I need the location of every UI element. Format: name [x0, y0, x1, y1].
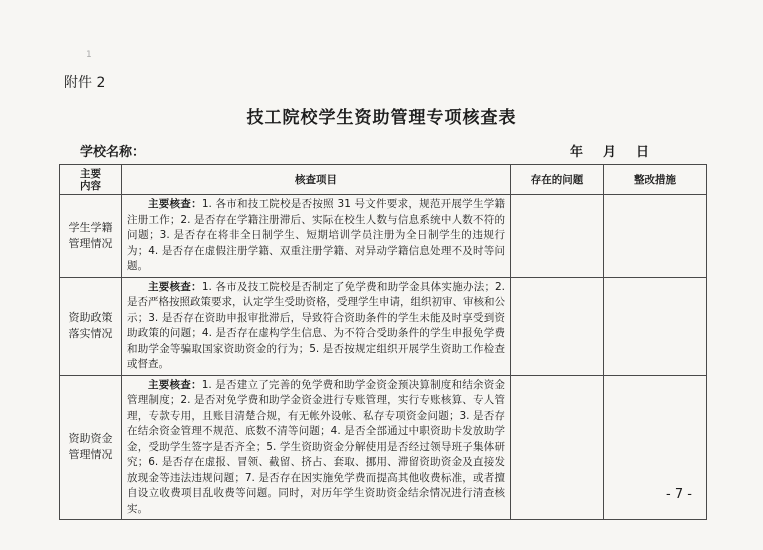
- header-check-items: 核查项目: [122, 165, 511, 195]
- row-category: [60, 195, 122, 278]
- row-problems-cell[interactable]: [511, 375, 604, 520]
- row-category-label: 资助政策 落实情况: [68, 311, 113, 340]
- header-measures: 整改措施: [604, 165, 707, 195]
- header-problems: 存在的问题: [511, 165, 604, 195]
- row-check-content: [122, 277, 511, 375]
- header-main-content-label: 主要 内容: [80, 167, 101, 192]
- page-mark: 1: [86, 50, 92, 60]
- date-fields: [570, 141, 669, 160]
- row-lead: 主要核查：: [148, 280, 202, 293]
- row-category: [60, 277, 122, 375]
- row-check-content: [122, 375, 511, 520]
- table-header-row: [60, 165, 707, 195]
- date-day: 日: [636, 145, 650, 160]
- date-year: 年: [570, 145, 584, 160]
- row-category: [60, 375, 122, 520]
- row-problems-cell[interactable]: [511, 277, 604, 375]
- row-text: 1. 各市及技工院校是否制定了免学费和助学金具体实施办法；2. 是否严格按照政策要求，认定学生受助资格，受理学生申请，组织初审、审核和公示；3. 是否存在资助申报审批滞后，导致符合资助条件的学生未能及时享受到资助政策的问题；4. 是否存在虚构学生信息、为不符合受助条件的学生申报免学费和助学金等骗取国家资助资金的行为；5. 是否按规定组织开展学生资助工作检查或督查。: [127, 280, 505, 370]
- row-text: 1. 是否建立了完善的免学费和助学金资金预决算制度和结余资金管理制度；2. 是否对免学费和助学金资金进行专账管理，实行专账核算、专人管理，专款专用，且账目清楚合规，有无帐外设帐、私存专项资金问题；3. 是否存在结余资金管理不规范、底数不清等问题；4. 是否全部通过中职资助卡发放助学金，受助学生签字是否齐全；5. 学生资助资金分解使用是否经过领导班子集体研究；6. 是否存在虚报、冒领、截留、挤占、套取、挪用、滞留资助资金及直接发放现金等违法违规问题；7. 是否存在因实施免学费而提高其他收费标准，或者擅自设立收费项目乱收费等问题。同时，对历年学生资助资金结余情况进行清查核实。: [127, 378, 506, 515]
- row-text: 1. 各市和技工院校是否按照 31 号文件要求，规范开展学生学籍注册工作；2. 是否存在学籍注册滞后、实际在校生人数与信息系统中人数不符的问题；3. 是否存在将非全日制学生、短期培训学员注册为全日制学生的违规行为；4. 是否存在虚假注册学籍、双重注册学籍、对异动学籍信息处理不及时等问题。: [127, 198, 505, 272]
- table-row: [60, 195, 707, 278]
- date-month: 月: [603, 145, 617, 160]
- row-category-label: 学生学籍 管理情况: [68, 220, 113, 250]
- row-problems-cell[interactable]: [511, 195, 604, 278]
- row-lead: 主要核查：: [148, 198, 202, 210]
- page-number: - 7 -: [666, 487, 692, 502]
- table-row: [60, 277, 707, 375]
- school-name-label: 学校名称：: [80, 145, 146, 160]
- table-row: [60, 375, 707, 520]
- row-measures-cell[interactable]: [604, 195, 707, 278]
- row-lead: 主要核查：: [148, 378, 202, 391]
- row-category-label: 资助资金 管理情况: [68, 432, 113, 462]
- row-measures-cell[interactable]: [604, 277, 707, 375]
- page-title: 技工院校学生资助管理专项核查表: [246, 108, 517, 128]
- inspection-table: [59, 164, 707, 520]
- header-main-content: [60, 165, 122, 195]
- row-check-content: [122, 195, 511, 278]
- attachment-label: 附件 2: [64, 75, 106, 91]
